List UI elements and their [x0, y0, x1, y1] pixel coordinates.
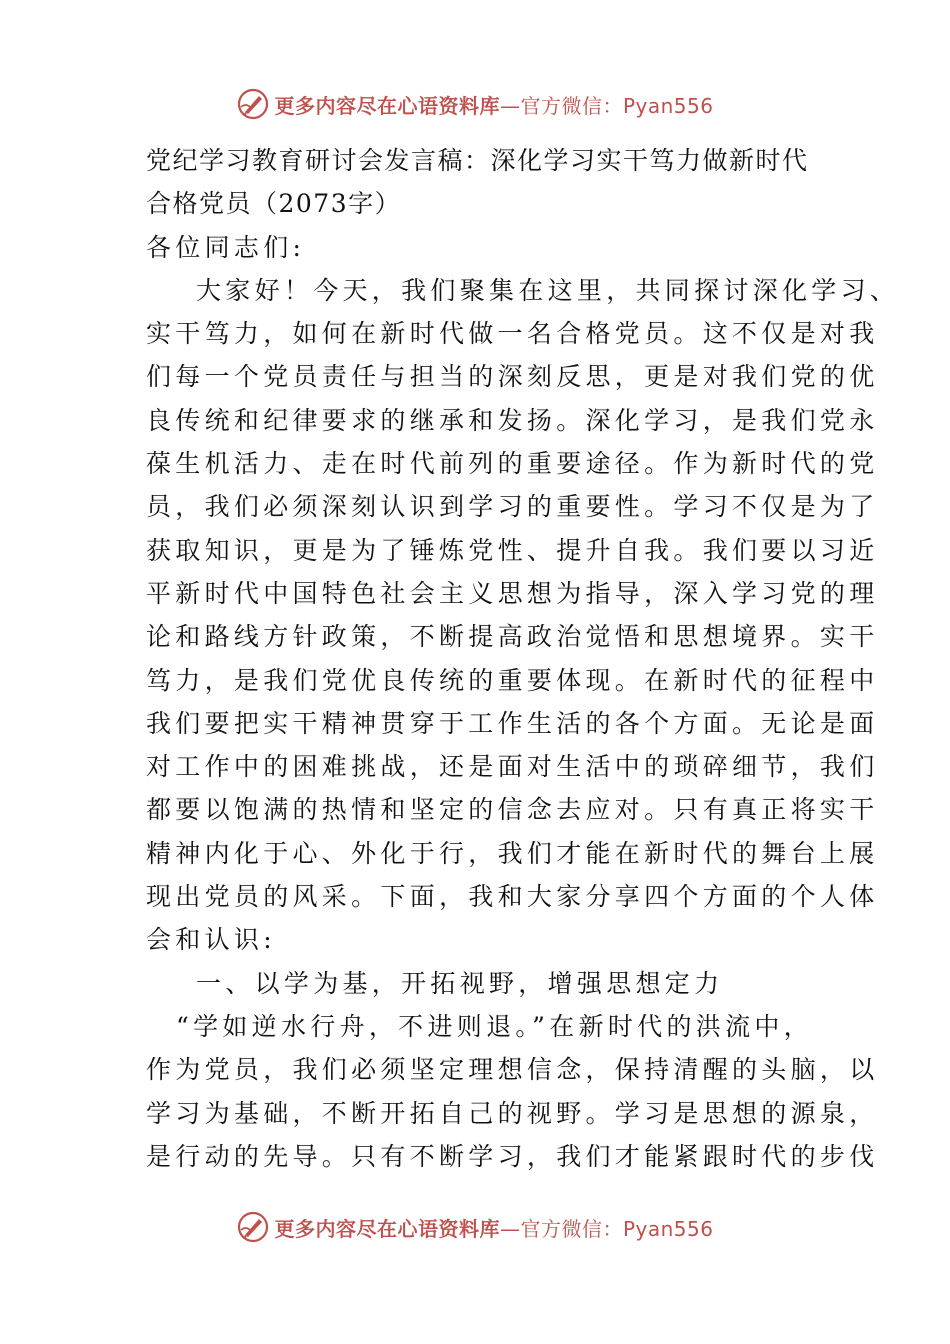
paragraph-line: 实干笃力，如何在新时代做一名合格党员。这不仅是对我 [146, 319, 879, 349]
paragraph-line: 大家好！今天，我们聚集在这里，共同探讨深化学习、 [196, 275, 900, 305]
paragraph-line: 员，我们必须深刻认识到学习的重要性。学习不仅是为了 [146, 492, 879, 522]
paragraph-line: 良传统和纪律要求的继承和发扬。深化学习，是我们党永 [146, 405, 879, 435]
document-title-line-2: 合格党员（2073字） [146, 189, 402, 219]
watermark-banner-top [0, 84, 950, 124]
paragraph-line: 获取知识，更是为了锤炼党性、提升自我。我们要以习近 [146, 535, 879, 565]
pen-logo-icon [236, 1210, 270, 1244]
salutation: 各位同志们: [146, 232, 306, 262]
paragraph-line: 我们要把实干精神贯穿于工作生活的各个方面。无论是面 [146, 708, 879, 738]
watermark-text [274, 90, 713, 119]
section-heading-1: 一、以学为基，开拓视野，增强思想定力 [196, 968, 724, 998]
paragraph-line: 精神内化于心、外化于行，我们才能在新时代的舞台上展 [146, 838, 879, 868]
paragraph-line: 是行动的先导。只有不断学习，我们才能紧跟时代的步伐 [146, 1141, 879, 1171]
paragraph-line: 对工作中的困难挑战，还是面对生活中的琐碎细节，我们 [146, 752, 879, 782]
watermark-suffix: 官方微信：Pyan556 [520, 1216, 714, 1241]
paragraph-line: 学习为基础，不断开拓自己的视野。学习是思想的源泉， [146, 1098, 879, 1128]
pen-logo-icon [236, 87, 270, 121]
document-body [146, 139, 900, 1178]
document-title-line-1: 党纪学习教育研讨会发言稿：深化学习实干笃力做新时代 [146, 146, 809, 175]
paragraph-line: 会和认识: [146, 925, 276, 955]
watermark-banner-bottom [0, 1207, 950, 1247]
watermark-brand: 更多内容尽在心语资料库 [274, 1216, 500, 1241]
watermark-brand: 更多内容尽在心语资料库 [274, 93, 500, 118]
paragraph-line: 都要以饱满的热情和坚定的信念去应对。只有真正将实干 [146, 795, 879, 825]
paragraph-line: 作为党员，我们必须坚定理想信念，保持清醒的头脑，以 [146, 1055, 879, 1085]
watermark-suffix: 官方微信：Pyan556 [520, 93, 714, 118]
paragraph-line: 葆生机活力、走在时代前列的重要途径。作为新时代的党 [146, 449, 879, 479]
watermark-dash: — [499, 93, 521, 118]
watermark-dash: — [499, 1216, 521, 1241]
paragraph-line: 论和路线方针政策，不断提高政治觉悟和思想境界。实干 [146, 622, 879, 652]
paragraph-line: 笃力，是我们党优良传统的重要体现。在新时代的征程中 [146, 665, 879, 695]
paragraph-line: “学如逆水行舟，不进则退。”在新时代的洪流中， [176, 1011, 813, 1041]
paragraph-line: 现出党员的风采。下面，我和大家分享四个方面的个人体 [146, 882, 879, 912]
paragraph-line: 平新时代中国特色社会主义思想为指导，深入学习党的理 [146, 578, 879, 608]
paragraph-line: 们每一个党员责任与担当的深刻反思，更是对我们党的优 [146, 362, 879, 392]
watermark-text [274, 1213, 713, 1242]
